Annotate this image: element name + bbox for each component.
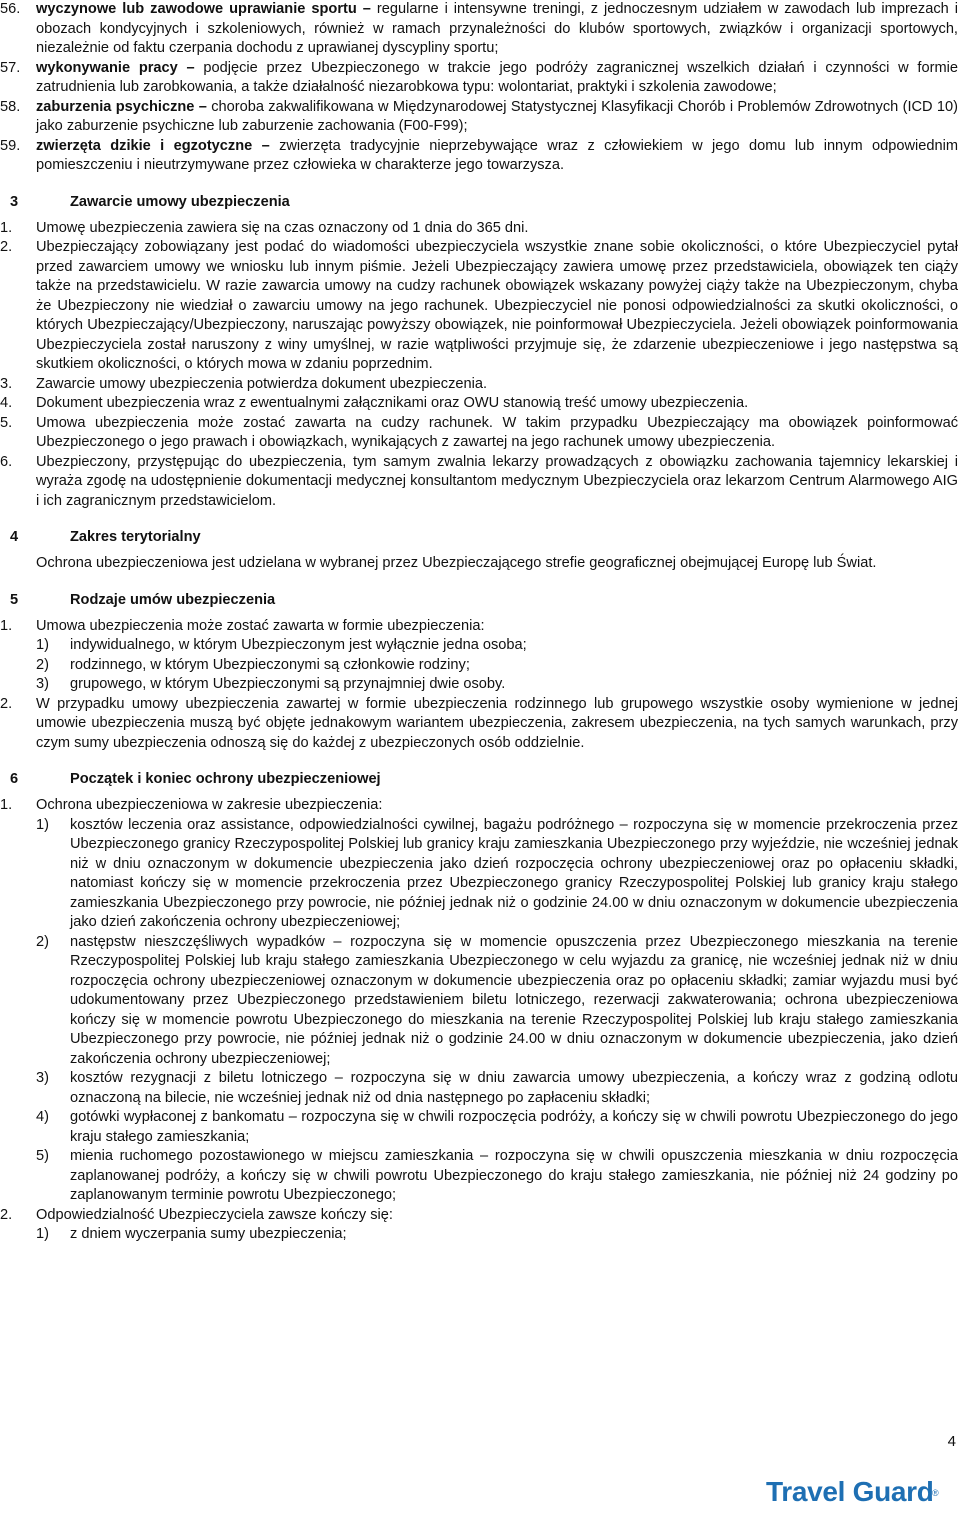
sub-item <box>0 816 958 933</box>
item-number: 4. <box>0 395 13 411</box>
sub-item <box>0 675 958 695</box>
sub-item-text: kosztów rezygnacji z biletu lotniczego – rozpoczyna się w dniu zawarcia umowy ubezpieczenia, a kończy wraz z godziną odlotu oznaczoną na bilecie, nie wcześniej jednak niż od dnia następnego po zapłaceniu składki; <box>70 1070 958 1106</box>
item-number: 2. <box>0 1206 13 1223</box>
page-number: 4 <box>947 1433 956 1450</box>
sub-item <box>0 1108 958 1147</box>
item-text: Ochrona ubezpieczeniowa w zakresie ubezpieczenia: <box>36 797 383 813</box>
list-item <box>0 414 958 453</box>
section-marker <box>0 193 8 212</box>
item-text: Odpowiedzialność Ubezpieczyciela zawsze kończy się: <box>36 1206 393 1223</box>
definition-term: zwierzęta dzikie i egzotyczne <box>36 137 253 154</box>
sub-item <box>0 1069 958 1108</box>
item-number: 6. <box>0 453 13 470</box>
section-heading-5 <box>0 591 958 611</box>
registered-mark: ® <box>932 1488 939 1498</box>
definition-term: wykonywanie pracy <box>36 59 178 76</box>
sub-item-text: z dniem wyczerpania sumy ubezpieczenia; <box>70 1226 347 1242</box>
definition-text: podjęcie przez Ubezpieczonego w trakcie jego podróży zagranicznej wszelkich działań i czynności w formie zatrudnienia lub zarobkowania, a także działalność niezarobkowa typu: wolontariat, praktyki i szkolenia zawodowe; <box>36 59 958 95</box>
sub-item-number: 3) <box>36 1070 49 1086</box>
section-title: Rodzaje umów ubezpieczenia <box>70 591 276 608</box>
section-heading-6 <box>0 770 958 790</box>
item-number: 1. <box>0 617 13 634</box>
definition-59 <box>0 137 958 176</box>
section-number: 6 <box>10 771 19 787</box>
item-text: W przypadku umowy ubezpieczenia zawartej w formie ubezpieczenia rodzinnego lub grupowego wszystkie osoby wymienione w jednej umowie ubezpieczenia muszą być objęte jednakowym wariantem ubezpieczenia, zakresem ubezpieczenia, na tych samych warunkach, przy czym sumy ubezpieczenia odnoszą się do każdej z ubezpieczonych osób oddzielnie. <box>36 695 958 751</box>
definition-text: choroba zakwalifikowana w Międzynarodowej Statystycznej Klasyfikacji Chorób i Problemów Zdrowotnych (ICD 10) jako zaburzenie psychiczne lub zaburzenie zachowania (F00-F99); <box>36 98 959 134</box>
definition-text: regularne i intensywne treningi, z jednoczesnym udziałem w zawodach lub imprezach i obozach kondycyjnych i szkoleniowych, również w ramach przynależności do klubów sportowych, związków i organizacji sportowych, niezależnie od faktu czerpania dochodu z uprawianej dyscypliny sportu; <box>36 1 958 56</box>
list-item <box>0 394 958 414</box>
sub-item-text: mienia ruchomego pozostawionego w miejscu zamieszkania – rozpoczyna się w chwili opuszczenia mieszkania w dniu rozpoczęcia zaplanowanej podróży, a kończy się w chwili powrotu Ubezpieczonego do kraju stałego zamieszkania, nie później niż 24 godziny po zaplanowanym terminie powrotu Ubezpieczonego; <box>70 1148 958 1203</box>
list-item <box>0 617 958 637</box>
sub-item-number: 1) <box>36 816 49 833</box>
section-number: 5 <box>10 591 19 608</box>
section-marker <box>0 528 8 547</box>
sub-item-number: 4) <box>36 1109 49 1125</box>
section-marker <box>0 770 8 789</box>
list-item <box>0 219 958 239</box>
list-item <box>0 695 958 754</box>
list-item <box>0 1206 958 1226</box>
sub-item-text: kosztów leczenia oraz assistance, odpowiedzialności cywilnej, bagażu podróżnego – rozpoczyna się w momencie przekroczenia przez Ubezpieczonego granicy Rzeczypospolitej Polskiej lub granicy kraju zamieszkania Ubezpieczonego przy wyjeździe, nie wcześniej jednak niż w dniu oznaczonym w dokumencie ubezpieczenia jako dzień rozpoczęcia ochrony ubezpieczeniowej oraz po opłaceniu składki, natomiast kończy się w momencie przekroczenia przez Ubezpieczonego granicy Rzeczypospolitej Polskiej lub granicy kraju stałego zamieszkania Ubezpieczonego przy powrocie, nie później jednak niż o godzinie 24.00 w dniu oznaczonym w dokumencie ubezpieczenia jako dzień zakończenia ochrony ubezpieczeniowej; <box>70 816 958 930</box>
item-number: 2. <box>0 695 13 712</box>
item-text: Umowę ubezpieczenia zawiera się na czas oznaczony od 1 dnia do 365 dni. <box>36 219 529 236</box>
item-text: Zawarcie umowy ubezpieczenia potwierdza dokument ubezpieczenia. <box>36 375 488 392</box>
definition-dash: – <box>177 59 204 76</box>
section-title: Zawarcie umowy ubezpieczenia <box>70 193 290 210</box>
item-number: 1. <box>0 219 13 236</box>
definition-number: 57. <box>0 59 21 76</box>
section-heading-4 <box>0 528 958 548</box>
definition-dash: – <box>194 98 212 115</box>
sub-item-number: 1) <box>36 637 49 653</box>
travel-guard-logo <box>766 1476 941 1516</box>
item-text: Umowa ubezpieczenia może zostać zawarta w formie ubezpieczenia: <box>36 617 485 634</box>
sub-item <box>0 656 958 676</box>
item-text: Umowa ubezpieczenia może zostać zawarta na cudzy rachunek. W takim przypadku Ubezpieczający ma obowiązek poinformować Ubezpieczonego o jego prawach i obowiązkach, wynikających z zawartej na jego rachunek umowy ubezpieczenia. <box>36 414 958 450</box>
definition-term: zaburzenia psychiczne <box>36 98 195 115</box>
sub-item <box>0 1225 958 1245</box>
item-number: 2. <box>0 239 13 255</box>
sub-item <box>0 636 958 656</box>
sub-item-number: 1) <box>36 1226 49 1242</box>
item-text: Ubezpieczony, przystępując do ubezpieczenia, tym samym zwalnia lekarzy prowadzących z obowiązku zachowania tajemnicy lekarskiej i wyraża zgodę na udostępnienie dokumentacji medycznej konsultantom medycznym Ubezpieczyciela oraz lekarzom Centrum Alarmowego AIG i ich zagranicznym przedstawicielom. <box>36 453 958 509</box>
item-text: Dokument ubezpieczenia wraz z ewentualnymi załącznikami oraz OWU stanowią treść umowy ubezpieczenia. <box>36 395 749 411</box>
definition-number: 59. <box>0 137 21 154</box>
sub-item-text: gotówki wypłaconej z bankomatu – rozpoczyna się w chwili rozpoczęcia podróży, a kończy się w chwili powrotu Ubezpieczonego do jego kraju stałego zamieszkania; <box>70 1109 958 1145</box>
section-number: 3 <box>10 193 19 210</box>
logo-text: Travel Guard <box>766 1476 934 1507</box>
definition-text: zwierzęta tradycyjnie nieprzebywające wraz z człowiekiem w jego domu lub innym odpowiednim pomieszczeniu i nieutrzymywane przez człowieka w charakterze jego towarzysza. <box>36 137 958 173</box>
sub-item-text: grupowego, w którym Ubezpieczonymi są przynajmniej dwie osoby. <box>70 676 506 692</box>
definition-dash: – <box>252 137 280 154</box>
sub-item-number: 2) <box>36 656 49 673</box>
list-item <box>0 796 958 816</box>
sub-item-text: indywidualnego, w którym Ubezpieczonym jest wyłącznie jedna osoba; <box>70 637 527 653</box>
list-item <box>0 375 958 395</box>
definition-dash: – <box>356 1 377 17</box>
list-item <box>0 453 958 512</box>
definition-term: wyczynowe lub zawodowe uprawianie sportu <box>36 1 357 17</box>
item-text: Ubezpieczający zobowiązany jest podać do wiadomości ubezpieczyciela wszystkie znane sobie okoliczności, o które Ubezpieczyciel pytał przed zawarciem umowy we wniosku lub innym piśmie. Jeżeli Ubezpieczający zawiera umowę przez przedstawiciela, obowiązek ten ciąży także na przedstawicielu. W razie zawarcia umowy na cudzy rachunek obowiązek wskazany powyżej ciąży także na Ubezpieczonym, chyba że Ubezpieczony nie wiedział o zawarciu umowy na jego rachunek. Ubezpieczyciel nie ponosi odpowiedzialności za skutki okoliczności, o których Ubezpieczający/Ubezpieczony, naruszając powyższy obowiązek, nie poinformował Ubezpieczyciela. Jeżeli obowiązek poinformowania Ubezpieczyciela został naruszony z winy umyślnej, w razie wątpliwości przyjmuje się, że zdarzenie ubezpieczeniowe i jego następstwa są skutkiem okoliczności, o których mowa w zdaniu poprzednim. <box>36 239 958 372</box>
definition-58 <box>0 98 958 137</box>
sub-item-text: następstw nieszczęśliwych wypadków – rozpoczyna się w momencie opuszczenia przez Ubezpieczonego mieszkania na terenie Rzeczypospolitej Polskiej lub kraju stałego zamieszkania Ubezpieczonego w celu wyjazdu za granicę, nie wcześniej jednak niż w dniu rozpoczęcia ochrony ubezpieczeniowej oznaczonym w dokumencie ubezpieczenia oraz po opłaceniu składki; zamiar wyjazdu musi być udokumentowany przez Ubezpieczonego przedstawieniem biletu lotniczego, rezerwacji zakwaterowania; ochrona ubezpieczeniowa kończy się w momencie powrotu Ubezpieczonego do mieszkania na terenie Rzeczypospolitej Polskiej lub kraju stałego zamieszkania Ubezpieczonego przy powrocie, nie później jednak niż o godzinie 24.00 w dniu oznaczonym w dokumencie ubezpieczenia, jako dzień zakończenia ochrony ubezpieczeniowej; <box>70 933 958 1067</box>
sub-item-text: rodzinnego, w którym Ubezpieczonymi są członkowie rodziny; <box>70 656 470 673</box>
item-number: 3. <box>0 375 13 392</box>
sub-item-number: 3) <box>36 676 49 692</box>
sub-item-number: 5) <box>36 1148 49 1164</box>
definition-56 <box>0 0 958 59</box>
sub-item-number: 2) <box>36 933 49 950</box>
section-heading-3 <box>0 193 958 213</box>
definition-number: 56. <box>0 1 21 17</box>
item-number: 1. <box>0 797 13 813</box>
section-text: Ochrona ubezpieczeniowa jest udzielana w wybranej przez Ubezpieczającego strefie geograficznej obejmującej Europę lub Świat. <box>36 555 877 571</box>
sub-item <box>0 933 958 1070</box>
section-number: 4 <box>10 529 19 545</box>
list-item <box>0 238 958 375</box>
section-title: Zakres terytorialny <box>70 529 201 545</box>
definition-57 <box>0 59 958 98</box>
item-number: 5. <box>0 414 13 431</box>
definition-number: 58. <box>0 98 21 115</box>
section-title: Początek i koniec ochrony ubezpieczeniowej <box>70 771 381 787</box>
sub-item <box>0 1147 958 1206</box>
section-marker <box>0 591 8 610</box>
